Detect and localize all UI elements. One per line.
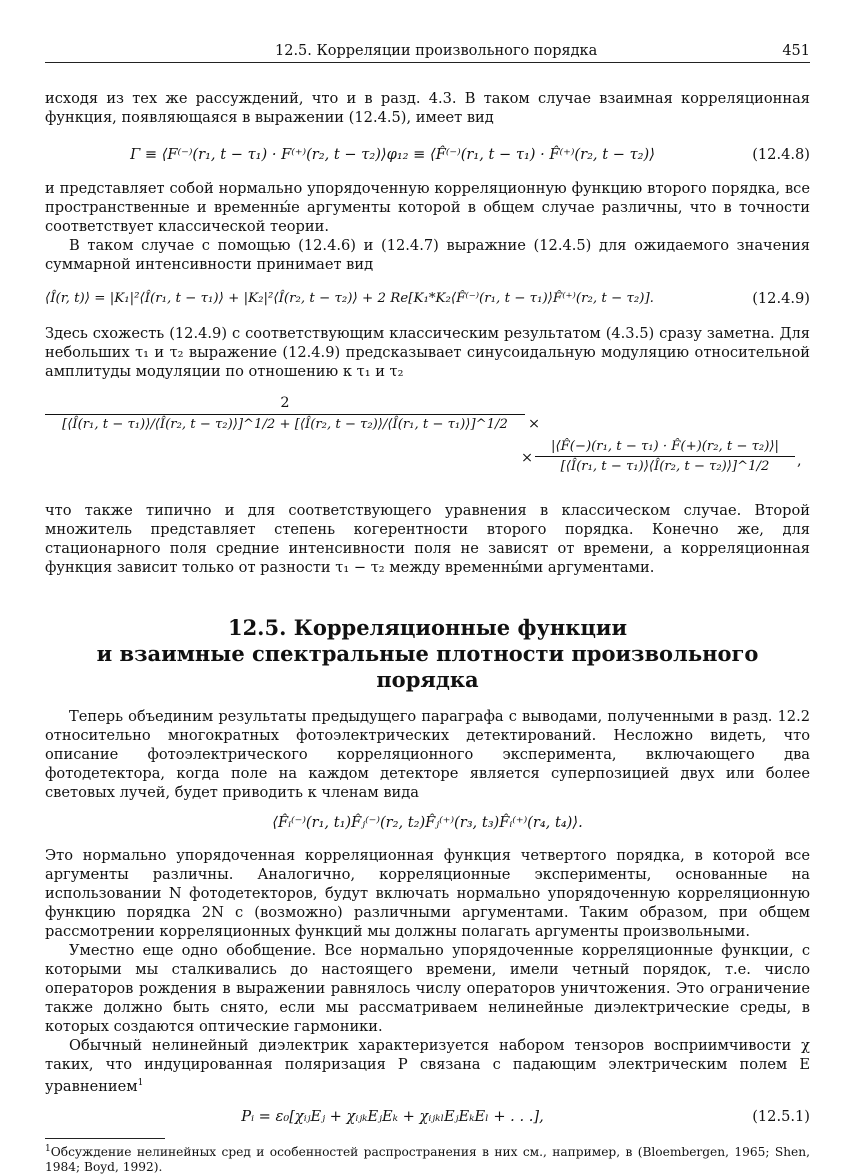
fraction-denominator: [⟨Î(r₁, t − τ₁)⟩⟨Î(r₂, t − τ₂)⟩]^1/2	[535, 456, 795, 474]
paragraph-text: Обычный нелинейный диэлектрик характеризуется набором тензоров восприимчивости χ таких, что индуцированная поляризация P связана с падающим электрическим полем E уравнением	[45, 1037, 810, 1095]
page	[45, 40, 810, 1175]
paragraph: В таком случае с помощью (12.4.6) и (12.4.7) выражние (12.4.5) для ожидаемого значения суммарной интенсивности принимает вид	[45, 237, 810, 273]
equation-12-4-8	[45, 144, 810, 166]
equation-12-5-1	[45, 1106, 810, 1128]
equation-body: Γ ≡ ⟨F⁽⁻⁾(r₁, t − τ₁) · F⁽⁺⁾(r₂, t − τ₂)⟩φ₁₂ ≡ ⟨F̂⁽⁻⁾(r₁, t − τ₁) · F̂⁽⁺⁾(r₂, t − τ₂)⟩	[130, 146, 655, 163]
equation-number: (12.4.9)	[752, 290, 810, 307]
paragraph: Здесь схожесть (12.4.9) с соответствующим классическим результатом (4.3.5) сразу заметна. Для небольших τ₁ и τ₂ выражение (12.4.9) предсказывает синусоидальную модуляцию относительной амплитуды модуляции по отношению к τ₁ и τ₂	[45, 325, 810, 380]
coherence-fraction	[45, 395, 810, 493]
comma: ,	[797, 453, 802, 469]
equation-body: Pᵢ = ε₀[χᵢⱼEⱼ + χᵢⱼₖEⱼEₖ + χᵢⱼₖₗEⱼEₖEₗ + . . .],	[241, 1107, 544, 1125]
multiply-sign: ×	[528, 416, 541, 432]
running-header	[45, 40, 810, 63]
fraction-numerator: |⟨F̂(−)(r₁, t − τ₁) · F̂(+)(r₂, t − τ₂)⟩|	[551, 439, 779, 454]
paragraph: что также типично и для соответствующего уравнения в классическом случае. Второй множитель представляет степень когерентности второго порядка. Конечно же, для стационарного поля средние интенсивности поля не зависят от времени, а корреляционная функция зависит только от разности τ₁ − τ₂ между временны́ми аргументами.	[45, 502, 810, 576]
footnote-rule	[45, 1138, 165, 1139]
second-fraction	[535, 439, 795, 474]
section-heading-line: 12.5. Корреляционные функции	[227, 615, 628, 640]
equation-number: (12.4.8)	[752, 146, 810, 163]
section-heading	[45, 615, 810, 693]
paragraph: Теперь объединим результаты предыдущего параграфа с выводами, полученными в разд. 12.2 относительно многократных фотоэлектрических детектирований. Несложно видеть, что описание фотоэлектрического корреляционного эксперимента, включающего два фотодетектора, когда поле на каждом детекторе является суперпозицией двух или более световых лучей, будет приводить к членам вида	[45, 708, 810, 801]
paragraph	[45, 1036, 810, 1096]
section-heading-line: и взаимные спектральные плотности произвольного порядка	[96, 641, 759, 692]
fraction-numerator: 2	[280, 395, 290, 411]
equation-12-4-9	[45, 288, 810, 310]
first-fraction	[45, 395, 525, 432]
page-number: 451	[782, 43, 810, 59]
running-title: 12.5. Корреляции произвольного порядка	[275, 43, 598, 59]
paragraph: и представляет собой нормально упорядоченную корреляционную функцию второго порядка, все пространственные и временны́е аргументы которой в общем случае различны, что в точности соответствует классической теории.	[45, 180, 810, 235]
footnote-marker: 1	[137, 1078, 144, 1088]
equation-number: (12.5.1)	[752, 1107, 810, 1125]
paragraph: Это нормально упорядоченная корреляционная функция четвертого порядка, в которой все аргументы различны. Аналогично, корреляционные эксперименты, основанные на использовании N фотодетекторов, будут включать нормально упорядоченную корреляционную функцию порядка 2N с (возможно) различными аргументами. Таким образом, при общем рассмотрении корреляционных функций мы должны полагать аргументы произвольными.	[45, 847, 810, 940]
paragraph: Уместно еще одно обобщение. Все нормально упорядоченные корреляционные функции, с которыми мы сталкивались до настоящего времени, имели четный порядок, т.е. число операторов рождения в выражении равнялось числу операторов уничтожения. Это ограничение также должно быть снято, если мы рассматриваем нелинейные диэлектрические среды, в которых создаются оптические гармоники.	[45, 942, 810, 1035]
equation-body: ⟨Î(r, t)⟩ = |K₁|²⟨Î(r₁, t − τ₁)⟩ + |K₂|²⟨Î(r₂, t − τ₂)⟩ + 2 Re[K₁*K₂⟨F̂⁽⁻⁾(r₁, t − τ₁)⟩F̂⁽⁺⁾(r₂, t − τ₂)].	[45, 291, 654, 306]
footnote	[45, 1142, 810, 1175]
multiply-sign: ×	[521, 450, 534, 466]
equation-body: ⟨F̂ᵢ⁽⁻⁾(r₁, t₁)F̂ⱼ⁽⁻⁾(r₂, t₂)F̂ⱼ⁽⁺⁾(r₃, t₃)F̂ᵢ⁽⁺⁾(r₄, t₄)⟩.	[272, 814, 583, 831]
paragraph: исходя из тех же рассуждений, что и в разд. 4.3. В таком случае взаимная корреляционная функция, появляющаяся в выражении (12.4.5), имеет вид	[45, 90, 810, 126]
equation-fourth-order-term	[45, 812, 810, 834]
footnote-text: Обсуждение нелинейных сред и особенностей распространения в них см., например, в (Bloembergen, 1965; Shen, 1984; Boyd, 1992).	[45, 1144, 810, 1174]
fraction-denominator: [⟨Î(r₁, t − τ₁)⟩/⟨Î(r₂, t − τ₂)⟩]^1/2 + [⟨Î(r₂, t − τ₂)⟩/⟨Î(r₁, t − τ₁)⟩]^1/2	[45, 414, 525, 432]
footnote-marker: 1	[45, 1143, 51, 1154]
